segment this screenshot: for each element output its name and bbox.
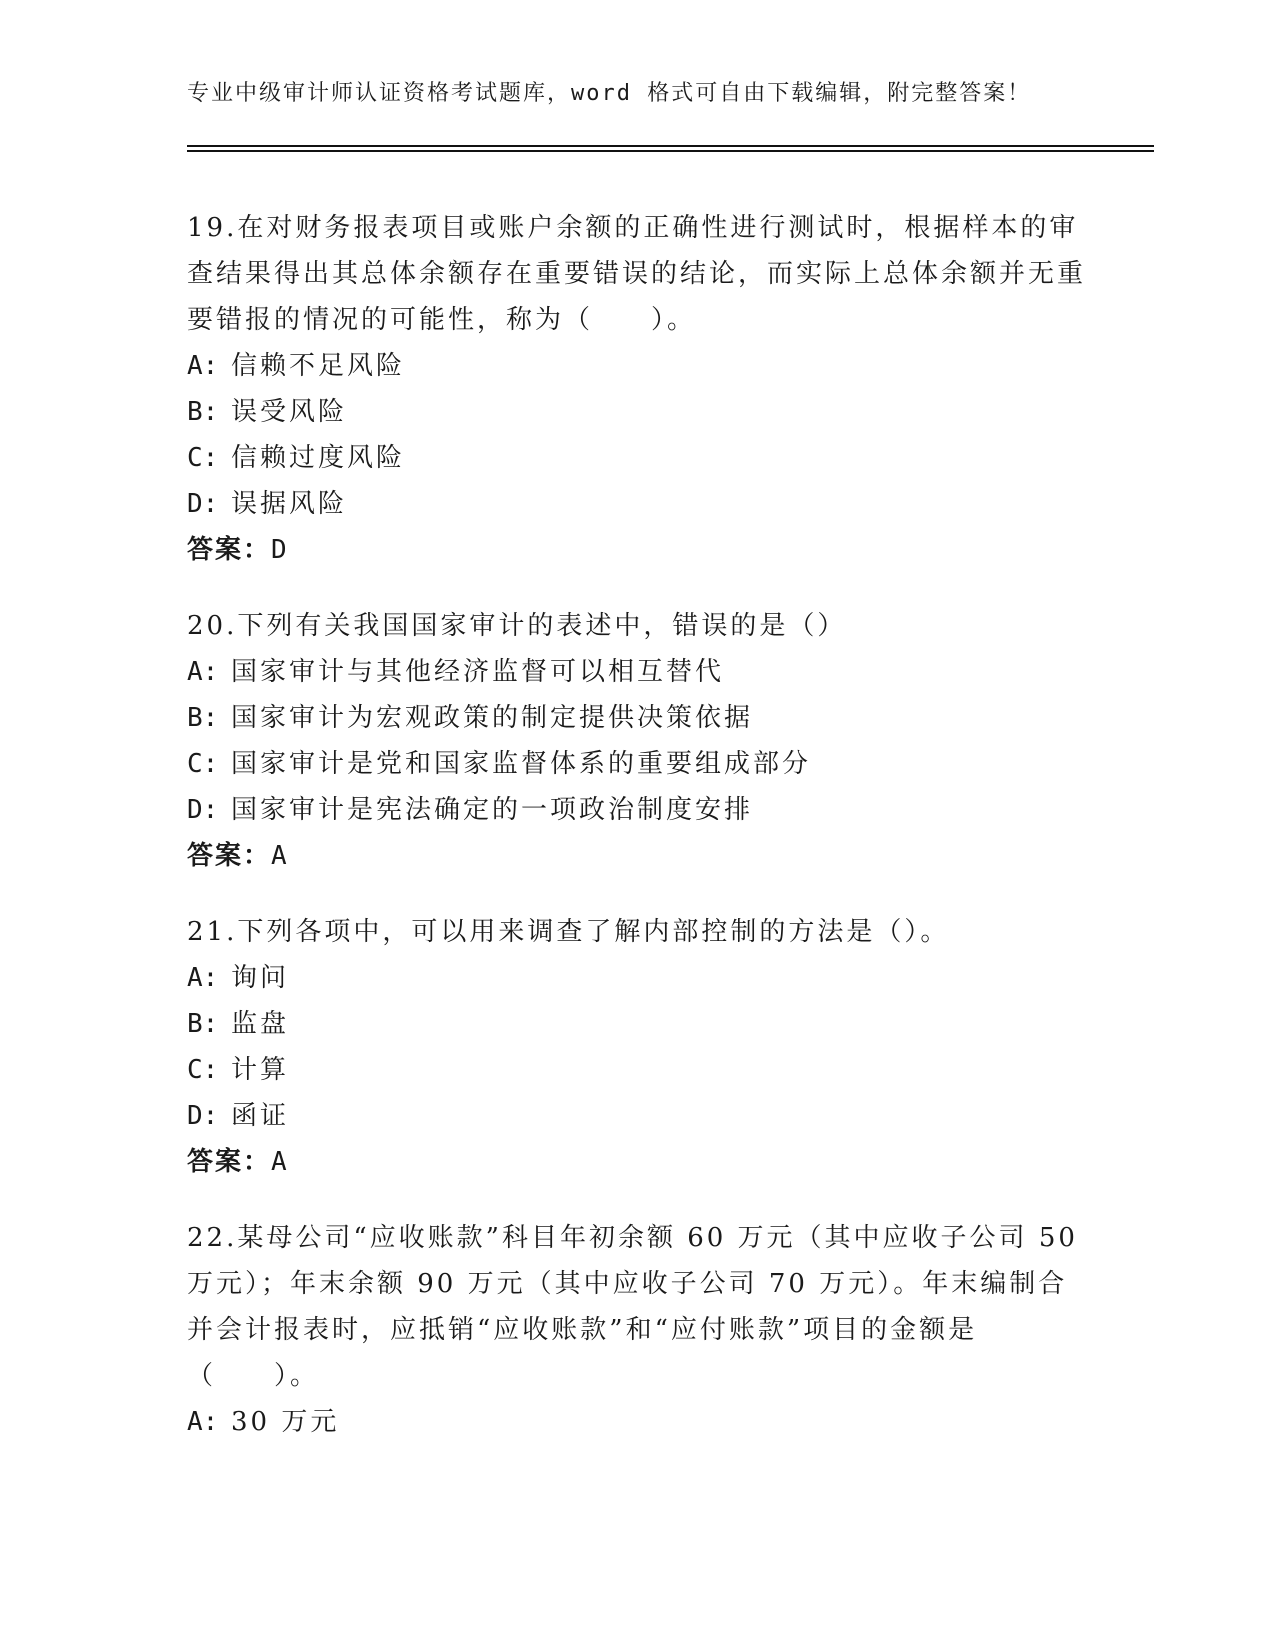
option-text: 国家审计为宏观政策的制定提供决策依据 (231, 703, 754, 733)
question-20 (187, 603, 1087, 879)
option-text: 信赖过度风险 (231, 443, 406, 473)
question-text (187, 1215, 1090, 1399)
option-key: D: (187, 795, 219, 825)
question-stem: 某母公司“应收账款”科目年初余额 60 万元（其中应收子公司 50 万元）；年末余额 90 万元（其中应收子公司 70 万元）。年末编制合并会计报表时，应抵销“应收账款”和“应付账款”项目的金额是（ ）。 (187, 1223, 1090, 1391)
question-text (187, 205, 1087, 343)
question-list (187, 205, 1090, 1475)
option-text: 30 万元 (231, 1407, 340, 1437)
question-stem: 下列各项中，可以用来调查了解内部控制的方法是（）。 (237, 917, 950, 947)
option-c (187, 435, 1087, 481)
answer-value: A (271, 1147, 289, 1177)
option-text: 询问 (231, 963, 290, 993)
option-text: 误受风险 (231, 397, 348, 427)
option-key: C: (187, 443, 219, 473)
question-number: 22. (187, 1223, 238, 1253)
answer-label: 答案： (187, 1147, 272, 1177)
question-text (187, 909, 1087, 955)
question-19 (187, 205, 1087, 573)
page-header: 专业中级审计师认证资格考试题库，word 格式可自由下载编辑，附完整答案！ (187, 81, 1032, 106)
question-text (187, 603, 1087, 649)
option-key: B: (187, 1009, 219, 1039)
option-key: C: (187, 749, 219, 779)
option-a (187, 649, 1087, 695)
question-21 (187, 909, 1087, 1185)
answer-line (187, 1139, 1087, 1185)
option-text: 监盘 (231, 1009, 290, 1039)
option-b (187, 389, 1087, 435)
answer-line (187, 833, 1087, 879)
option-text: 函证 (231, 1101, 290, 1131)
question-number: 21. (187, 917, 238, 947)
header-rule-top (187, 145, 1154, 147)
option-key: A: (187, 657, 219, 687)
option-a (187, 343, 1087, 389)
option-key: C: (187, 1055, 219, 1085)
option-key: B: (187, 397, 219, 427)
answer-label: 答案： (187, 535, 272, 565)
option-b (187, 695, 1087, 741)
answer-value: A (271, 841, 289, 871)
option-key: A: (187, 351, 219, 381)
question-number: 19. (187, 213, 238, 243)
option-key: B: (187, 703, 219, 733)
option-c (187, 741, 1087, 787)
option-c (187, 1047, 1087, 1093)
header-rule-bottom (187, 150, 1154, 152)
option-d (187, 787, 1087, 833)
option-key: A: (187, 1407, 219, 1437)
question-stem: 在对财务报表项目或账户余额的正确性进行测试时，根据样本的审查结果得出其总体余额存在重要错误的结论，而实际上总体余额并无重要错报的情况的可能性，称为（ ）。 (187, 213, 1087, 335)
answer-line (187, 527, 1087, 573)
option-text: 国家审计是党和国家监督体系的重要组成部分 (231, 749, 812, 779)
option-b (187, 1001, 1087, 1047)
option-d (187, 481, 1087, 527)
question-stem: 下列有关我国国家审计的表述中，错误的是（） (237, 611, 847, 641)
option-a (187, 955, 1087, 1001)
option-key: A: (187, 963, 219, 993)
option-text: 误据风险 (231, 489, 348, 519)
question-number: 20. (187, 611, 238, 641)
option-a (187, 1399, 1087, 1445)
option-text: 信赖不足风险 (231, 351, 406, 381)
option-text: 国家审计是宪法确定的一项政治制度安排 (231, 795, 754, 825)
option-key: D: (187, 1101, 219, 1131)
question-22 (187, 1215, 1090, 1445)
answer-value: D (271, 535, 289, 565)
option-text: 计算 (231, 1055, 290, 1085)
option-key: D: (187, 489, 219, 519)
answer-label: 答案： (187, 841, 272, 871)
option-d (187, 1093, 1087, 1139)
option-text: 国家审计与其他经济监督可以相互替代 (231, 657, 725, 687)
